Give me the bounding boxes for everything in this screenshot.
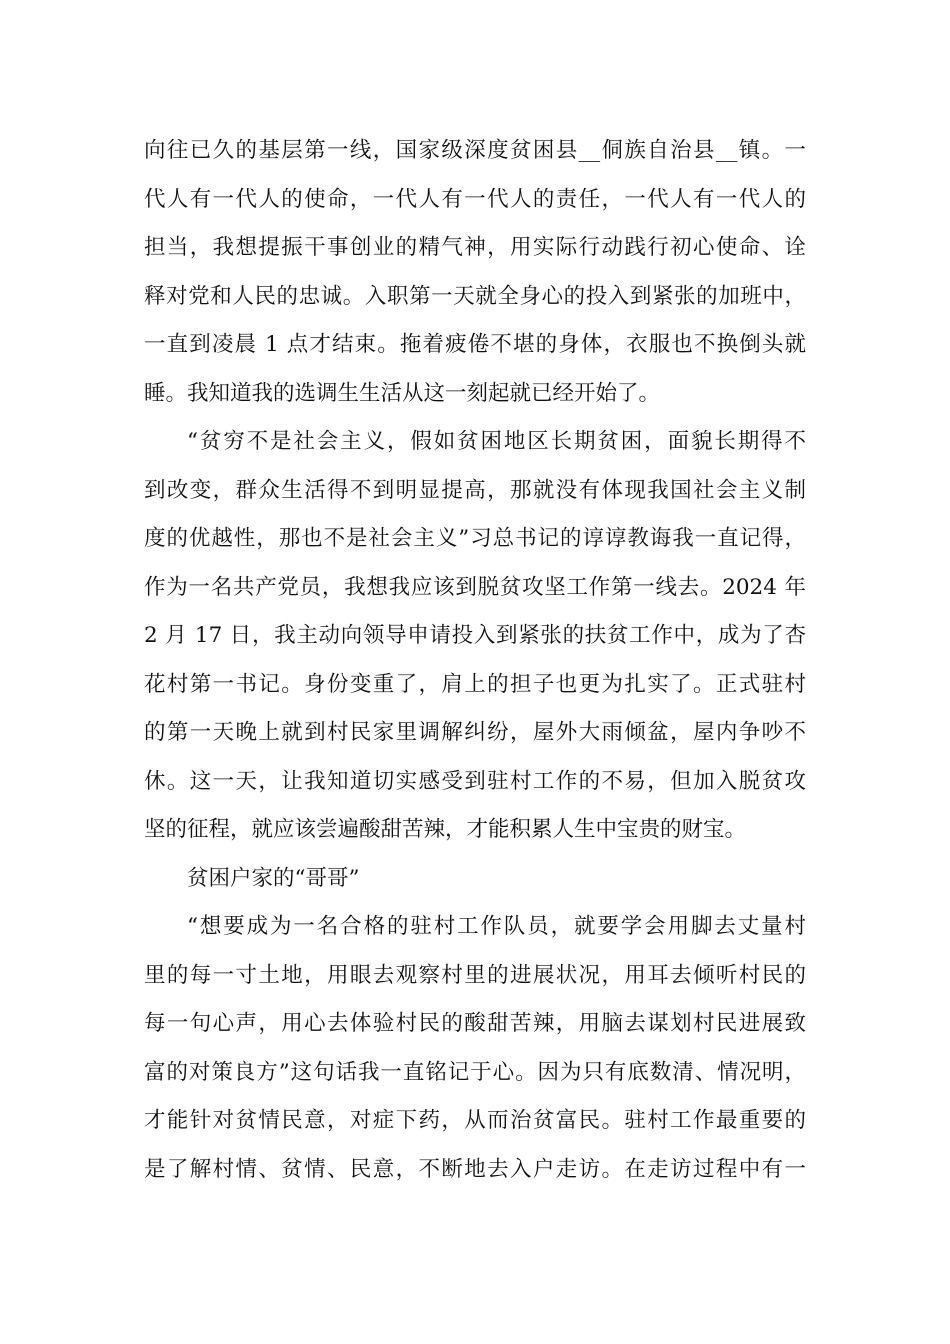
paragraph-line: “想要成为一名合格的驻村工作队员，就要学会用脚去丈量村 — [187, 914, 806, 939]
paragraph-1 — [144, 127, 806, 418]
section-heading — [144, 855, 806, 904]
paragraph-line: 每一句心声，用心去体验村民的酸甜苦辣，用脑去谋划村民进展致 — [144, 1011, 806, 1036]
paragraph-line: 的第一天晚上就到村民家里调解纠纷，屋外大雨倾盆，屋内争吵不 — [144, 720, 806, 745]
paragraph-line: 富的对策良方”这句话我一直铭记于心。因为只有底数清、情况明， — [144, 1059, 806, 1085]
paragraph-line: 休。这一天，让我知道切实感受到驻村工作的不易，但加入脱贫攻 — [144, 768, 806, 794]
paragraph-line: “贫穷不是社会主义，假如贫困地区长期贫困，面貌长期得不 — [187, 429, 806, 454]
paragraph-4 — [144, 903, 806, 1194]
paragraph-line: 睡。我知道我的选调生生活从这一刻起就已经开始了。 — [144, 380, 661, 406]
paragraph-line: 坚的征程，就应该尝遍酸甜苦辣，才能积累人生中宝贵的财宝。 — [144, 817, 747, 842]
paragraph-line: 是了解村情、贫情、民意，不断地去入户走访。在走访过程中有一 — [144, 1156, 806, 1182]
paragraph-line: 释对党和人民的忠诚。入职第一天就全身心的投入到紧张的加班中， — [144, 283, 806, 309]
paragraph-line: 作为一名共产党员，我想我应该到脱贫攻坚工作第一线去。2024 年 — [144, 574, 806, 600]
paragraph-line: 到改变，群众生活得不到明显提高，那就没有体现我国社会主义制 — [144, 477, 806, 503]
paragraph-line: 2 月 17 日，我主动向领导申请投入到紧张的扶贫工作中，成为了杏 — [144, 623, 806, 648]
paragraph-line: 担当，我想提振干事创业的精气神，用实际行动践行初心使命、诠 — [144, 235, 806, 260]
paragraph-line: 才能针对贫情民意，对症下药，从而治贫富民。驻村工作最重要的 — [144, 1108, 806, 1133]
paragraph-line: 度的优越性，那也不是社会主义”习总书记的谆谆教诲我一直记得， — [144, 526, 806, 551]
paragraph-line: 里的每一寸土地，用眼去观察村里的进展状况，用耳去倾听村民的 — [144, 962, 806, 988]
document-body — [144, 127, 806, 1194]
section-heading-text: 贫困户家的“哥哥” — [187, 865, 360, 891]
paragraph-line: 代人有一代人的使命，一代人有一代人的责任，一代人有一代人的 — [144, 186, 806, 212]
paragraph-2 — [144, 418, 806, 855]
paragraph-line: 一直到凌晨 1 点才结束。拖着疲倦不堪的身体，衣服也不换倒头就 — [144, 332, 806, 357]
paragraph-line: 花村第一书记。身份变重了，肩上的担子也更为扎实了。正式驻村 — [144, 671, 806, 697]
paragraph-line: 向往已久的基层第一线，国家级深度贫困县__侗族自治县__镇。一 — [144, 138, 806, 163]
